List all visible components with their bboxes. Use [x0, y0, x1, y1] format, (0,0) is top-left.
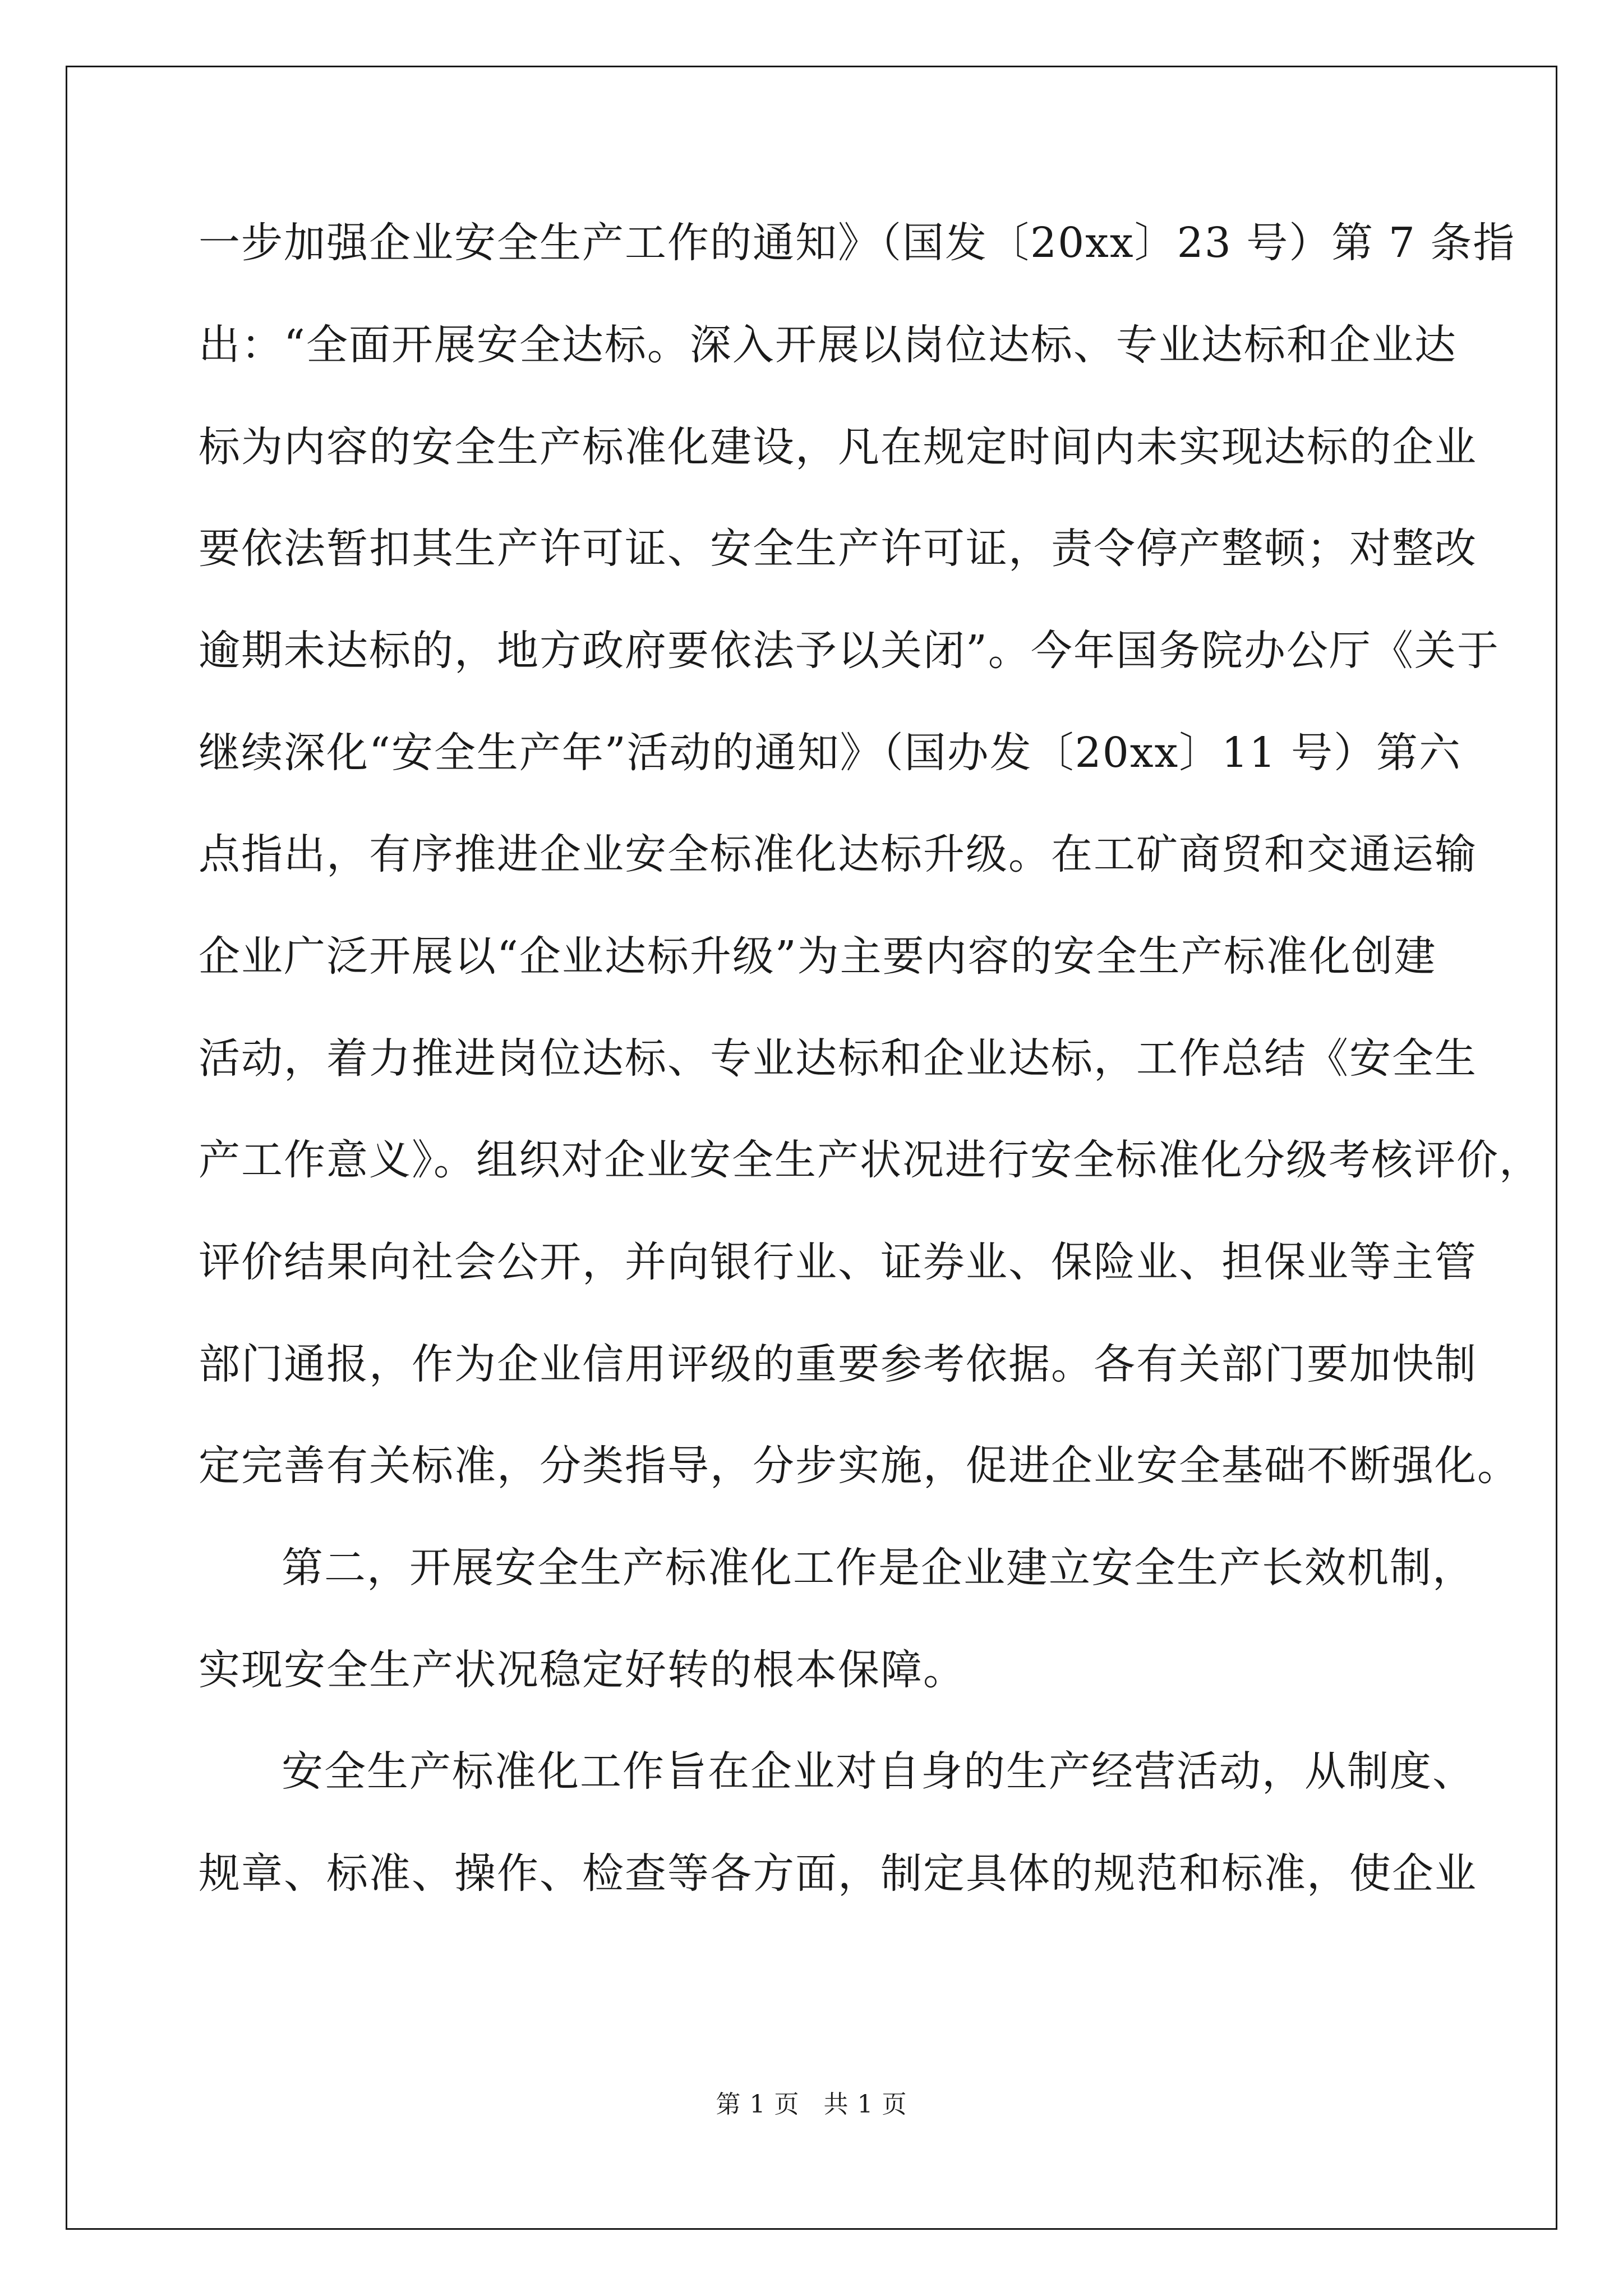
page-footer [0, 2084, 1623, 2120]
text-line: 标为内容的安全生产标准化建设，凡在规定时间内未实现达标的企业 [199, 423, 1477, 471]
text-line: 逾期未达标的，地方政府要依法予以关闭”。今年国务院办公厅《关于 [199, 627, 1500, 675]
page-number-current: 第 1 页 [716, 2090, 800, 2119]
text-line: 定完善有关标准，分类指导，分步实施，促进企业安全基础不断强化。 [199, 1442, 1520, 1490]
text-line: 部门通报，作为企业信用评级的重要参考依据。各有关部门要加快制 [199, 1340, 1477, 1388]
text-line: 产工作意义》。组织对企业安全生产状况进行安全标准化分级考核评价， [199, 1136, 1542, 1184]
text-line: 出：“全面开展安全达标。深入开展以岗位达标、专业达标和企业达 [199, 321, 1457, 369]
text-line: 实现安全生产状况稳定好转的根本保障。 [199, 1646, 966, 1694]
text-line: 继续深化“安全生产年”活动的通知》（国办发〔20xx〕11 号）第六 [199, 729, 1461, 777]
text-line: 活动，着力推进岗位达标、专业达标和企业达标，工作总结《安全生 [199, 1034, 1477, 1083]
text-line: 一步加强企业安全生产工作的通知》（国发〔20xx〕23 号）第 7 条指 [199, 219, 1516, 267]
text-line: 评价结果向社会公开，并向银行业、证券业、保险业、担保业等主管 [199, 1238, 1477, 1286]
text-line: 规章、标准、操作、检查等各方面，制定具体的规范和标准，使企业 [199, 1849, 1477, 1898]
text-line: 企业广泛开展以“企业达标升级”为主要内容的安全生产标准化创建 [199, 932, 1437, 981]
page-number-total: 共 1 页 [823, 2090, 907, 2119]
paragraph-start-line: 第二，开展安全生产标准化工作是企业建立安全生产长效机制， [282, 1544, 1475, 1592]
text-line: 要依法暂扣其生产许可证、安全生产许可证，责令停产整顿；对整改 [199, 524, 1477, 573]
paragraph-start-line: 安全生产标准化工作旨在企业对自身的生产经营活动，从制度、 [282, 1747, 1475, 1796]
text-line: 点指出，有序推进企业安全标准化达标升级。在工矿商贸和交通运输 [199, 830, 1477, 878]
